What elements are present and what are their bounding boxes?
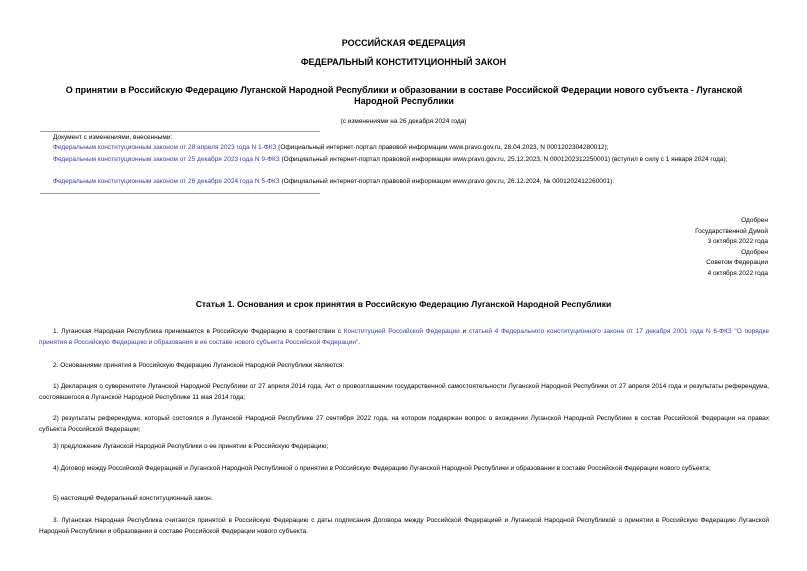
amendment-item	[53, 177, 773, 188]
approval-line: Одобрен	[741, 248, 768, 256]
document-title: О принятии в Российскую Федерацию Луганской Народной Республики и образовании в составе Российской Федерации нового субъекта - Луганской Народной Республики	[65, 85, 743, 106]
paragraph-7: 5) настоящий Федеральный конституционный закон.	[53, 495, 213, 502]
amendment-source: (Официальный интернет-портал правовой информации www.pravo.gov.ru, 28.04.2023, N 0001202304280012);	[276, 144, 609, 151]
constitution-link[interactable]: Конституцией Российской Федерации	[343, 328, 460, 335]
paragraph-1	[39, 326, 769, 348]
paragraph-text: .	[358, 339, 361, 346]
paragraph-4: 2) результаты референдума, который состоялся в Луганской Народной Республике 27 сентября 2022 года, на котором поддержан вопрос о вхождении Луганской Народной Республики в состав Российской Федерации на правах субъекта Российской Федерации;	[39, 415, 769, 433]
edition-note: (с изменениями на 26 декабря 2024 года)	[340, 118, 467, 125]
paragraph-2: 2. Основаниями принятия в Российскую Федерацию Луганской Народной Республики являются:	[53, 362, 345, 369]
approvals-block	[695, 216, 768, 279]
amendments-intro: Документ с изменениями, внесенными:	[53, 134, 173, 141]
approval-line: Государственной Думой	[695, 227, 768, 235]
paragraph-text: 1. Луганская Народная Республика принимается в Российскую Федерацию в соответствии с	[53, 328, 344, 335]
top-divider	[40, 131, 320, 132]
approval-line: Одобрен	[741, 217, 768, 224]
article-title: Статья 1. Основания и срок принятия в Российскую Федерацию Луганской Народной Республики	[195, 299, 612, 309]
approval-line: Советом Федерации	[706, 259, 768, 266]
amendment-link[interactable]: Федеральным конституционным законом от 26 декабря 2024 года N 5-ФКЗ	[53, 178, 280, 185]
approval-line: 3 октября 2022 года	[707, 238, 768, 245]
law-type-heading: ФЕДЕРАЛЬНЫЙ КОНСТИТУЦИОННЫЙ ЗАКОН	[300, 57, 507, 67]
paragraph-3: 1) Декларация о суверенитете Луганской Народной Республики от 27 апреля 2014 года, Акт о провозглашении государственной самостоятельности Луганской Народной Республики от 27 апреля 2014 года и результаты референдума, состоявшегося в Луганской Народной Республике 11 мая 2014 года;	[39, 383, 769, 401]
amendment-source: (Официальный интернет-портал правовой информации www.pravo.gov.ru, 25.12.2023, N 0001202312250001) (вступил в силу с 1 января 2024 года);	[279, 156, 728, 163]
paragraph-6: 4) Договор между Российской Федерацией и Луганской Народной Республикой о принятии в Российскую Федерацию Луганской Народной Республики и образовании в составе Российской Федерации нового субъекта;	[53, 465, 711, 472]
approval-line: 4 октября 2022 года	[707, 269, 768, 277]
amendment-item	[40, 155, 770, 166]
amendment-item	[53, 143, 773, 154]
bottom-divider	[40, 193, 320, 194]
amendment-link[interactable]: Федеральным конституционным законом от 25 декабря 2023 года N 9-ФКЗ	[53, 156, 280, 163]
paragraph-5: 3) предложение Луганской Народной Республики о ее принятии в Российскую Федерацию;	[53, 443, 329, 450]
federation-heading: РОССИЙСКАЯ ФЕДЕРАЦИЯ	[341, 38, 466, 48]
paragraph-8: 3. Луганская Народная Республика считается принятой в Российскую Федерацию с даты подписания Договора между Российской Федерацией и Луганской Народной Республикой о принятии в Российскую Федерацию Луганской Народной Республики и образовании в составе Российской Федерации нового субъекта.	[39, 517, 769, 535]
amendment-link[interactable]: Федеральным конституционным законом от 28 апреля 2023 года N 1-ФКЗ	[53, 144, 277, 151]
paragraph-text: и	[459, 328, 469, 335]
fkz-article-link[interactable]: статьей 4 Федерального конституционного закона от 17 декабря 2001 года N 6-ФКЗ "О порядке принятия в Российскую Федерацию и образования в ее составе нового субъекта Российской Федерации"	[39, 328, 769, 346]
amendment-source: (Официальный интернет-портал правовой информации www.pravo.gov.ru, 26.12.2024, № 0001202412260001).	[279, 178, 615, 185]
